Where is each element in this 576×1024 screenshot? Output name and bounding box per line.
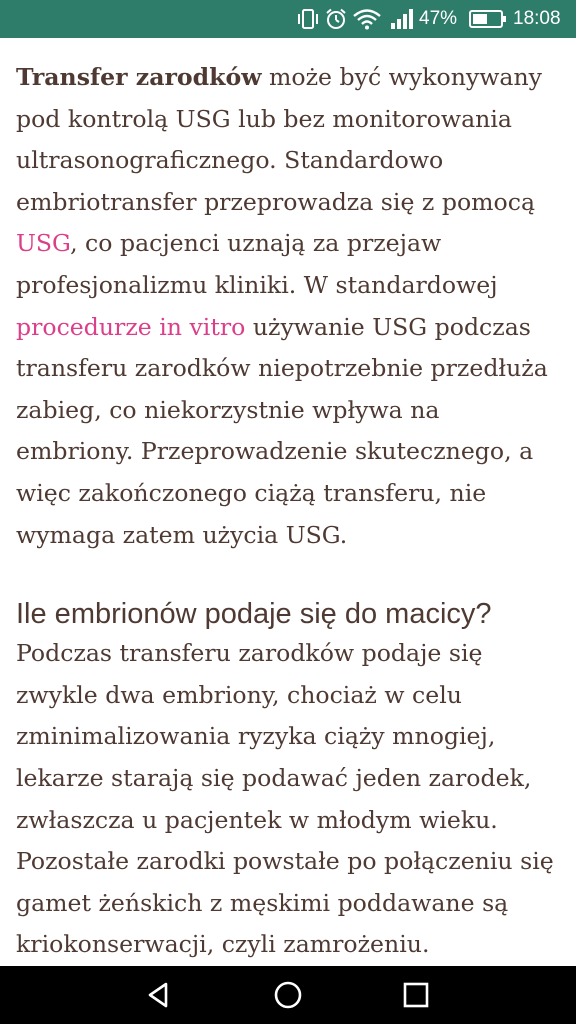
bold-lead: Transfer zarodków: [16, 63, 262, 91]
battery-percent: 47%: [419, 8, 458, 29]
paragraph-embryos: Podczas transferu zarodków podaje się zwykle dwa embriony, chociaż w celu zminimalizowania ryzyka ciąży mnogiej, lekarze starają się podawać jeden zarodek, zwłaszcza u pacjentek w młodym wieku. Pozostałe zarodki powstałe po połączeniu się gamet żeńskich z męskimi poddawane są kriokonserwacji, czyli zamrożeniu.: [16, 639, 554, 959]
alarm-icon: [324, 0, 348, 38]
paragraph-transfer: [16, 38, 564, 556]
status-bar: [0, 0, 576, 38]
battery-icon: [469, 0, 507, 38]
back-button[interactable]: [124, 966, 194, 1024]
recents-button[interactable]: [381, 966, 451, 1024]
article-content: [16, 38, 564, 966]
paragraph-text: używanie USG podczas transferu zarodków niepotrzebnie przedłuża zabieg, co niekorzystnie wpływa na embriony. Przeprowadzenie skutecznego, a więc zakończonego ciążą transferu, nie wymaga zatem użycia USG.: [16, 312, 548, 549]
home-icon: [272, 979, 304, 1011]
signal-icon: [390, 0, 416, 38]
home-button[interactable]: [253, 966, 323, 1024]
vibrate-icon: [296, 0, 320, 38]
clock: 18:08: [513, 8, 561, 29]
usg-link[interactable]: USG: [16, 229, 71, 258]
wifi-icon: [352, 0, 382, 38]
back-icon: [144, 980, 174, 1010]
navigation-bar: [0, 966, 576, 1024]
paragraph-text: może być wykonywany pod kontrolą USG lub bez monitorowania ultrasonograficznego. Standardowo embriotransfer przeprowadza się z pomocą: [16, 63, 542, 216]
section-heading: Ile embrionów podaje się do macicy?: [16, 598, 492, 631]
in-vitro-link[interactable]: procedurze in vitro: [16, 312, 246, 341]
paragraph-text: , co pacjenci uznają za przejaw profesjonalizmu kliniki. W standardowej: [16, 229, 498, 299]
recents-icon: [401, 980, 431, 1010]
